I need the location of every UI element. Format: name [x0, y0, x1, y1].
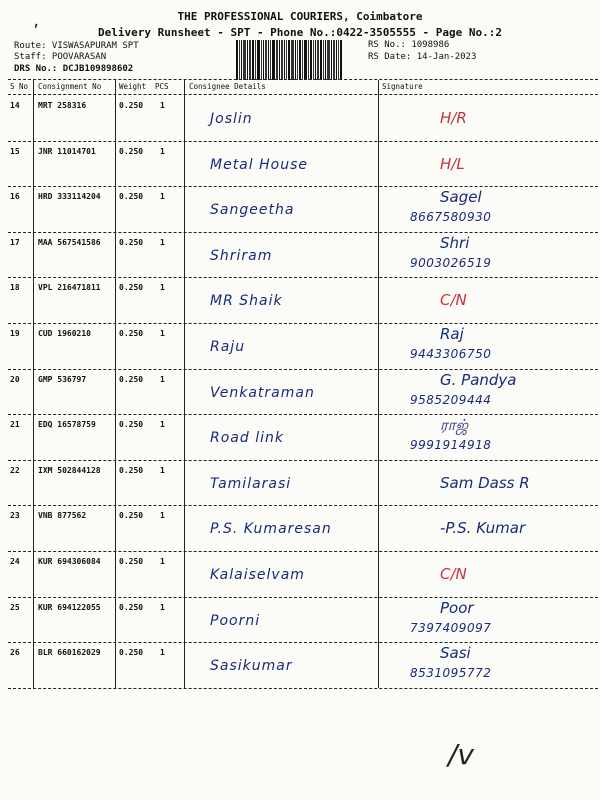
row-pcs: 1	[160, 465, 165, 475]
barcode-bar	[308, 40, 309, 80]
barcode-bar	[252, 40, 254, 80]
barcode-bar	[261, 40, 262, 80]
drs-number: DRS No.: DCJB109898602	[14, 64, 134, 74]
row-pcs: 1	[160, 511, 165, 521]
row-pcs: 1	[160, 237, 165, 247]
col-header-weight: Weight	[119, 82, 147, 91]
row-pcs: 1	[160, 557, 165, 566]
runsheet-title: THE PROFESSIONAL COURIERS, Coimbatore	[177, 10, 423, 23]
row-consignee-name: Sasikumar	[210, 658, 293, 675]
row-sno: 19	[10, 329, 20, 338]
barcode-bar	[276, 40, 278, 80]
row-weight: 0.250	[119, 648, 144, 658]
barcode-bar	[272, 40, 275, 80]
barcode-bar	[243, 40, 246, 80]
col-header-signature: Signature	[382, 82, 423, 91]
barcode-bar	[331, 40, 332, 80]
row-divider	[8, 505, 598, 506]
barcode-bar	[327, 40, 330, 80]
row-divider	[8, 688, 598, 689]
row-weight: 0.250	[119, 420, 144, 430]
row-consignee-name: Joslin	[210, 111, 253, 127]
barcode-bar	[302, 40, 303, 80]
row-weight: 0.250	[119, 192, 144, 202]
row-sno: 22	[10, 465, 20, 475]
barcode-bar	[236, 40, 238, 80]
row-divider	[8, 323, 598, 324]
row-signature-phone: 9003026519	[410, 255, 492, 270]
row-sno: 21	[10, 420, 20, 430]
row-sno: 14	[10, 101, 20, 110]
barcode-bar	[279, 40, 280, 80]
row-weight: 0.250	[119, 101, 144, 110]
row-consignee-name: Venkatraman	[210, 384, 315, 401]
runsheet-subtitle: Delivery Runsheet - SPT - Phone No.:0422-3505555 - Page No.:2	[98, 26, 502, 39]
row-divider	[8, 277, 598, 278]
barcode-bar	[286, 40, 287, 80]
barcode-bar	[340, 40, 342, 80]
row-weight: 0.250	[119, 237, 144, 247]
row-sno: 18	[10, 283, 20, 293]
row-consignment-no: IXM 502844128	[38, 465, 101, 475]
row-consignee-name: Tamilarasi	[210, 475, 292, 492]
row-pcs: 1	[160, 420, 165, 430]
rs-number: RS No.: 1098986	[368, 40, 450, 50]
col-header-pcs: PCS	[155, 82, 169, 91]
stray-mark: ,	[32, 14, 41, 30]
row-signature-phone: 9991914918	[410, 438, 492, 453]
row-consignment-no: VNB 877562	[38, 511, 87, 521]
row-pcs: 1	[160, 648, 165, 658]
row-consignment-no: VPL 216471811	[38, 283, 101, 293]
row-sno: 24	[10, 557, 20, 566]
barcode-bar	[333, 40, 335, 80]
row-sno: 15	[10, 146, 20, 156]
barcode-bar	[297, 40, 298, 80]
rs-date: RS Date: 14-Jan-2023	[368, 52, 477, 62]
row-consignee-name: Metal House	[210, 156, 308, 173]
row-signature: -P.S. Kumar	[440, 519, 526, 538]
row-signature: Shri	[440, 233, 470, 252]
barcode-bar	[255, 40, 256, 80]
row-divider	[8, 369, 598, 370]
barcode-bar	[336, 40, 337, 80]
row-consignee-name: Kalaiselvam	[210, 567, 305, 583]
row-consignment-no: MAA 567541586	[38, 237, 101, 247]
barcode-bar	[310, 40, 312, 80]
row-divider	[8, 232, 598, 233]
row-signature: C/N	[440, 565, 467, 583]
row-consignment-no: GMP 536797	[38, 374, 87, 384]
barcode-bar	[325, 40, 326, 80]
row-sno: 20	[10, 374, 20, 384]
row-consignment-no: KUR 694306084	[38, 557, 101, 566]
row-sno: 25	[10, 602, 20, 612]
header-rule-top	[8, 79, 598, 80]
row-weight: 0.250	[119, 146, 144, 156]
row-consignee-name: Sangeetha	[210, 202, 295, 219]
barcode-bar	[304, 40, 307, 80]
row-signature: Poor	[440, 598, 474, 617]
row-signature: Sasi	[440, 644, 471, 663]
barcode-bar	[299, 40, 301, 80]
row-consignment-no: HRD 333114204	[38, 192, 101, 202]
row-consignee-name: Road link	[210, 430, 284, 447]
barcode-bar	[270, 40, 271, 80]
barcode-bar	[313, 40, 314, 80]
row-divider	[8, 551, 598, 552]
barcode-bar	[265, 40, 267, 80]
barcode-bar	[249, 40, 251, 80]
row-pcs: 1	[160, 146, 165, 156]
barcode-bar	[241, 40, 242, 80]
barcode-bar	[320, 40, 322, 80]
row-divider	[8, 186, 598, 187]
row-signature: Sam Dass R	[440, 473, 530, 492]
row-signature-phone: 7397409097	[410, 620, 492, 635]
row-weight: 0.250	[119, 557, 144, 566]
barcode-bar	[257, 40, 260, 80]
row-signature-phone: 8531095772	[410, 666, 492, 681]
barcode-bar	[247, 40, 248, 80]
row-pcs: 1	[160, 329, 165, 338]
col-header-consignment: Consignment No	[38, 82, 102, 91]
row-consignment-no: KUR 694122055	[38, 602, 101, 612]
barcode-bar	[291, 40, 294, 80]
row-sno: 17	[10, 237, 20, 247]
row-divider	[8, 597, 598, 598]
staff-label: Staff: POOVARASAN	[14, 52, 107, 62]
row-pcs: 1	[160, 283, 165, 293]
header-rule-bottom	[8, 94, 598, 95]
barcode-bar	[295, 40, 296, 80]
row-weight: 0.250	[119, 329, 144, 338]
row-weight: 0.250	[119, 602, 144, 612]
col-header-sno: S No	[10, 82, 29, 91]
footer-mark: /v	[448, 738, 475, 771]
row-consignment-no: EDQ 16578759	[38, 420, 96, 430]
row-weight: 0.250	[119, 374, 144, 384]
row-sno: 26	[10, 648, 20, 658]
row-weight: 0.250	[119, 511, 144, 521]
barcode-bar	[239, 40, 240, 80]
row-pcs: 1	[160, 602, 165, 612]
row-signature-phone: 8667580930	[410, 210, 492, 225]
row-consignee-name: Poorni	[210, 612, 261, 629]
row-pcs: 1	[160, 192, 165, 202]
row-consignment-no: MRT 258316	[38, 101, 87, 110]
row-signature: H/L	[440, 154, 465, 173]
row-pcs: 1	[160, 374, 165, 384]
route-label: Route: VISWASAPURAM SPT	[14, 41, 139, 51]
row-pcs: 1	[160, 101, 165, 110]
col-header-consignee: Consignee Details	[189, 82, 266, 91]
row-signature: Raj	[440, 325, 464, 343]
row-consignee-name: P.S. Kumaresan	[210, 521, 332, 538]
barcode-bar	[315, 40, 316, 80]
row-consignee-name: MR Shaik	[210, 293, 283, 310]
row-sno: 16	[10, 192, 20, 202]
row-sno: 23	[10, 511, 20, 521]
barcode-bar	[263, 40, 264, 80]
barcode	[236, 40, 356, 80]
row-signature-phone: 9443306750	[410, 347, 492, 361]
barcode-bar	[284, 40, 285, 80]
row-signature: ராஜ்	[440, 416, 469, 435]
row-signature: G. Pandya	[440, 370, 517, 389]
row-consignment-no: JNR 11014701	[38, 146, 96, 156]
barcode-bar	[268, 40, 269, 80]
row-signature: Sagel	[440, 188, 482, 207]
row-divider	[8, 460, 598, 461]
barcode-bar	[338, 40, 339, 80]
row-signature: C/N	[440, 291, 467, 310]
row-consignee-name: Raju	[210, 339, 246, 355]
row-consignment-no: CUD 1960210	[38, 329, 91, 338]
row-consignment-no: BLR 660162029	[38, 648, 101, 658]
row-weight: 0.250	[119, 283, 144, 293]
row-signature-phone: 9585209444	[410, 392, 492, 407]
row-divider	[8, 642, 598, 643]
row-weight: 0.250	[119, 465, 144, 475]
row-divider	[8, 141, 598, 142]
barcode-bar	[281, 40, 283, 80]
row-consignee-name: Shriram	[210, 247, 273, 264]
row-divider	[8, 414, 598, 415]
barcode-bar	[288, 40, 290, 80]
barcode-bar	[323, 40, 324, 80]
barcode-bar	[317, 40, 319, 80]
row-signature: H/R	[440, 109, 467, 127]
